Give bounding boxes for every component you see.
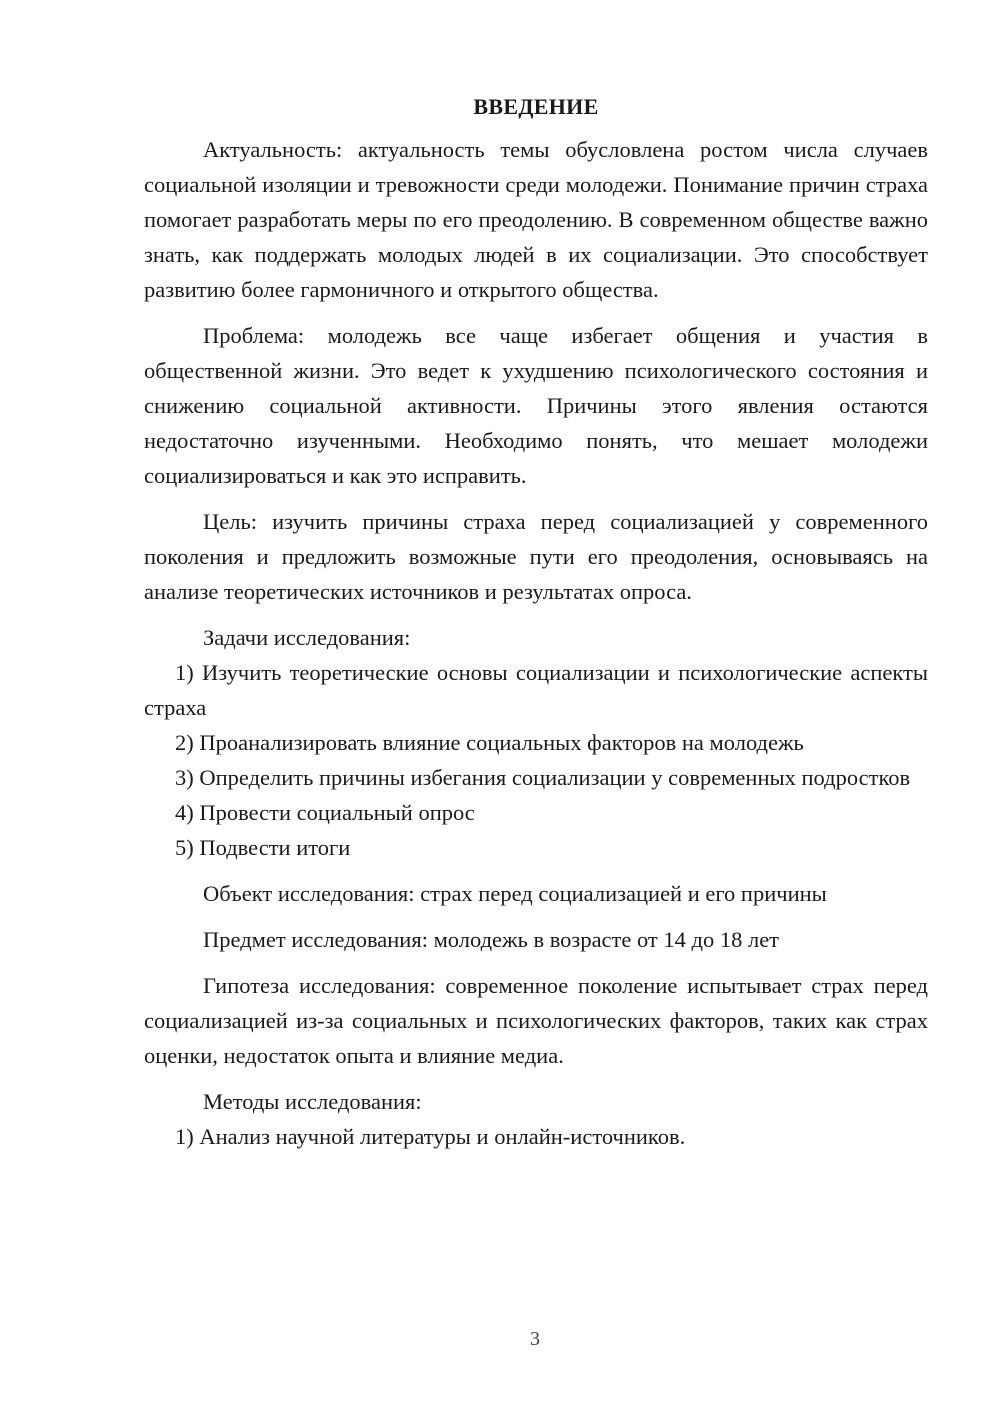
task-item-3: 3) Определить причины избегания социализации у современных подростков [175,765,911,790]
page-content [144,92,928,1154]
tasks-heading: Задачи исследования: [203,625,411,650]
page-number: 3 [530,1328,540,1350]
task-item-5: 5) Подвести итоги [175,835,351,860]
methods-heading: Методы исследования: [203,1089,422,1114]
task-item-4: 4) Провести социальный опрос [175,800,475,825]
hypothesis-paragraph: Гипотеза исследования: современное поколение испытывает страх перед социализацией из-за социальных и психологических факторов, таких как страх оценки, недостаток опыта и влияние медиа. [144,973,928,1068]
research-subject: Предмет исследования: молодежь в возрасте от 14 до 18 лет [203,927,780,952]
task-item-1: 1) Изучить теоретические основы социализации и психологические аспекты страха [144,660,928,720]
page-title: ВВЕДЕНИЕ [473,94,599,119]
relevance-paragraph: Актуальность: актуальность темы обусловлена ростом числа случаев социальной изоляции и тревожности среди молодежи. Понимание причин страха помогает разработать меры по его преодолению. В современном обществе важно знать, как поддержать молодых людей в их социализации. Это способствует развитию более гармоничного и открытого общества. [144,137,928,302]
task-item-2: 2) Проанализировать влияние социальных факторов на молодежь [175,730,804,755]
problem-paragraph: Проблема: молодежь все чаще избегает общения и участия в общественной жизни. Это ведет к ухудшению психологического состояния и снижению социальной активности. Причины этого явления остаются недостаточно изученными. Необходимо понять, что мешает молодежи социализироваться и как это исправить. [144,323,928,488]
goal-paragraph: Цель: изучить причины страха перед социализацией у современного поколения и предложить возможные пути его преодоления, основываясь на анализе теоретических источников и результатах опроса. [144,509,928,604]
method-item-1: 1) Анализ научной литературы и онлайн-источников. [175,1124,686,1149]
research-object: Объект исследования: страх перед социализацией и его причины [203,881,827,906]
